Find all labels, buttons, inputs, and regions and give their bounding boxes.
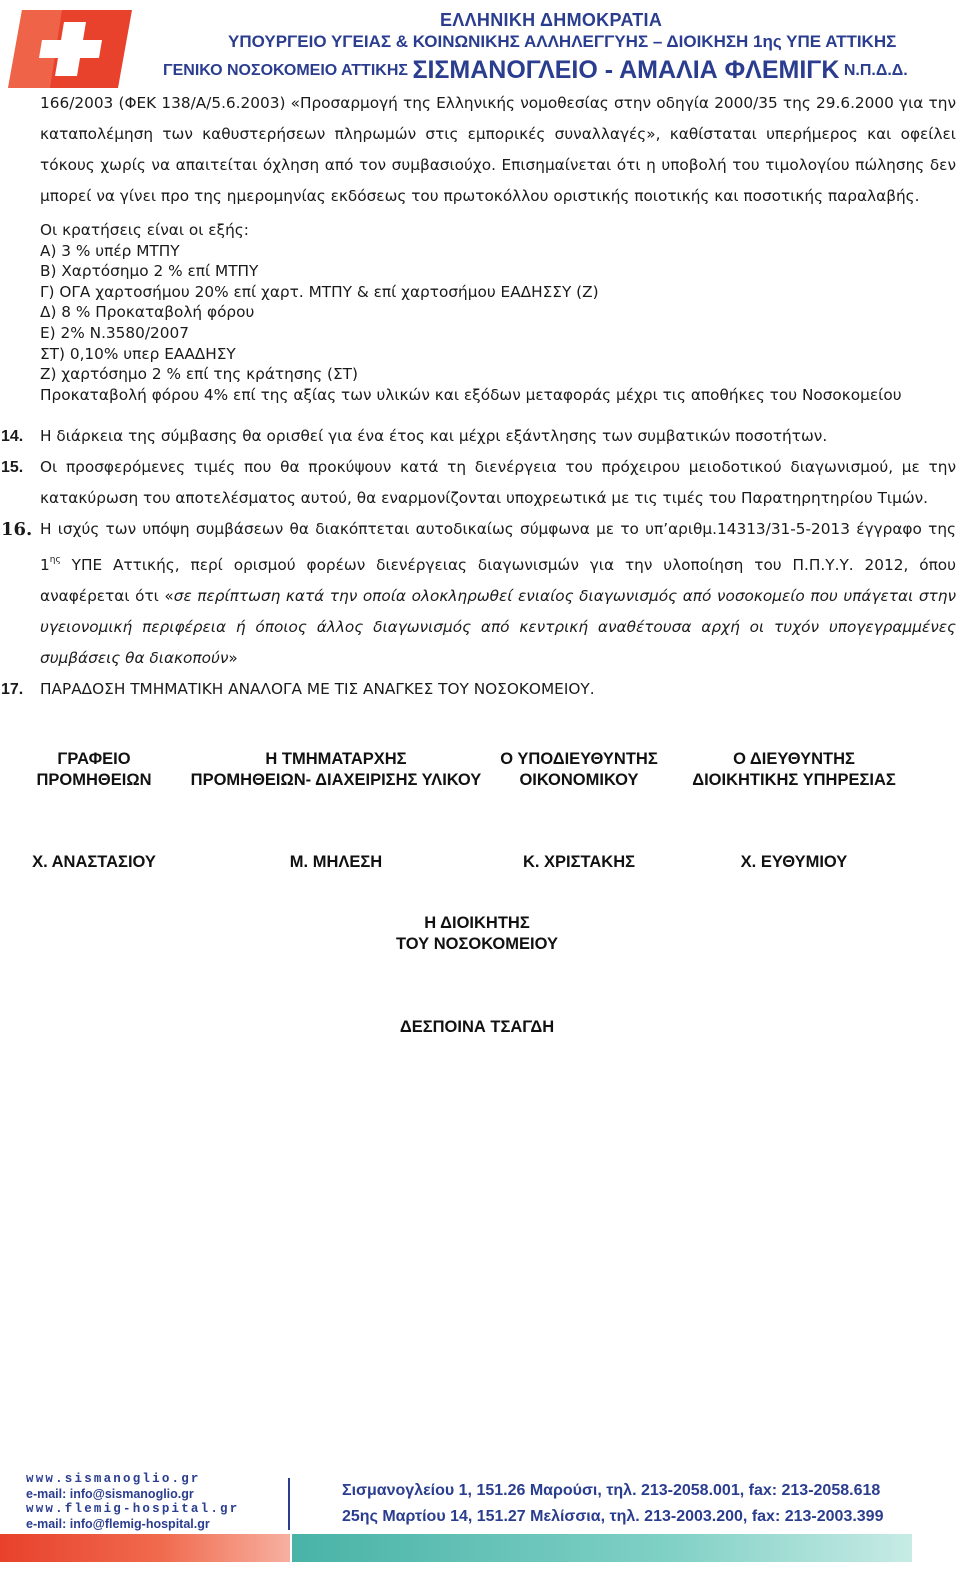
clause-17 [1,674,956,705]
footer-email: e-mail: info@sismanoglio.gr [26,1487,194,1501]
signature-title: Ο ΥΠΟΔΙΕΥΘΥΝΤΗΣ [500,750,658,768]
header-hospital [163,56,908,85]
signatory-name: Χ. ΑΝΑΣΤΑΣΙΟΥ [32,853,156,871]
intro-paragraph: 166/2003 (ΦΕΚ 138/Α/5.6.2003) «Προσαρμογή της Ελληνικής νομοθεσίας στην οδηγία 2000/35 της 29.6.2000 για την καταπολέμηση των καθυστερήσεων πληρωμών στις εμπορικές συναλλαγές», καθίσταται υπερήμερος και οφείλει τόκους χωρίς να απαιτείται όχληση από τον συμβασιούχο. Επισημαίνεται ότι η υποβολή του τιμολογίου πώλησης δεν μπορεί να γίνει προ της ημερομηνίας εκδόσεως του πρωτοκόλλου οριστικής ποιοτικής και ποσοτικής παραλαβής. [40,94,956,205]
clause-text: ΠΑΡΑΔΟΣΗ ΤΜΗΜΑΤΙΚΗ ΑΝΑΛΟΓΑ ΜΕ ΤΙΣ ΑΝΑΓΚΕΣ ΤΟΥ ΝΟΣΟΚΟΜΕΙΟΥ. [40,680,595,699]
deduction-item: Β) Χαρτόσημο 2 % επί ΜΤΠΥ [40,262,259,281]
signature-title: Η ΤΜΗΜΑΤΑΡΧΗΣ [265,750,407,768]
header-hospital-prefix: ΓΕΝΙΚΟ ΝΟΣΟΚΟΜΕΙΟ ΑΤΤΙΚΗΣ [163,62,413,79]
signature-title: Η ΔΙΟΙΚΗΤΗΣ [424,914,530,932]
header-hospital-name: ΣΙΣΜΑΝΟΓΛΕΙΟ - ΑΜΑΛΙΑ ΦΛΕΜΙΓΚ [412,56,840,84]
page-footer [0,1466,960,1569]
signature-title: ΠΡΟΜΗΘΕΙΩΝ- ΔΙΑΧΕΙΡΙΣΗΣ ΥΛΙΚΟΥ [190,771,482,789]
clause-superscript: ης [49,555,61,566]
deduction-item: Ε) 2% Ν.3580/2007 [40,323,189,342]
deduction-item: Γ) ΟΓΑ χαρτοσήμου 20% επί χαρτ. ΜΤΠΥ & επί χαρτοσήμου ΕΑΔΗΣΣΥ (Ζ) [40,282,599,301]
signature-block-procurement [37,749,152,791]
clause-text-cont: ΥΠΕ Αττικής, περί ορισμού φορέων διενέργειας διαγωνισμών για την υλοποίηση του Π.Π.Υ.Υ. 2012, όπου αναφέρεται ότι « [40,556,956,606]
signature-title: ΔΙΟΙΚΗΤΙΚΗΣ ΥΠΗΡΕΣΙΑΣ [692,771,896,789]
footer-green-bar [292,1534,912,1562]
header-hospital-suffix: Ν.Π.Δ.Δ. [839,62,908,79]
signature-title: ΤΟΥ ΝΟΣΟΚΟΜΕΙΟΥ [396,935,558,953]
signature-block-deputy [500,749,657,791]
footer-addresses [342,1478,883,1530]
header-country: ΕΛΛΗΝΙΚΗ ΔΗΜΟΚΡΑΤΙΑ [440,10,663,30]
signature-block-director [692,749,896,791]
letterhead [0,0,960,92]
footer-divider [288,1478,290,1530]
clause-text: Η διάρκεια της σύμβασης θα ορισθεί για ένα έτος και μέχρι εξάντλησης των συμβατικών ποσοτήτων. [40,427,828,446]
clause-14 [1,421,956,452]
signature-block-governor [396,913,558,955]
signatory-name: Μ. ΜΗΛΕΣΗ [289,853,383,871]
signatory-name: Χ. ΕΥΘΥΜΙΟΥ [740,853,848,871]
deduction-item: Ζ) χαρτόσημο 2 % επί της κράτησης (ΣΤ) [40,365,358,384]
deduction-item: Δ) 8 % Προκαταβολή φόρου [40,303,255,322]
hospital-cross-logo-icon [6,8,136,90]
deduction-item: Α) 3 % υπέρ ΜΤΠΥ [40,241,180,260]
clause-number: 17. [1,681,24,699]
clause-quote: σε περίπτωση κατά την οποία ολοκληρωθεί ενιαίος διαγωνισμός από νοσοκομείο που υπάγεται στην υγειονομική περιφέρεια ή όποιος άλλος διαγωνισμός από κεντρική αναθέτουσα αρχή οι τυχόν υπογεγραμμένες συμβάσεις θα διακοπούν [40,587,956,668]
signature-title: ΠΡΟΜΗΘΕΙΩΝ [36,771,152,789]
document-body [0,88,960,705]
header-ministry: ΥΠΟΥΡΓΕΙΟ ΥΓΕΙΑΣ & ΚΟΙΝΩΝΙΚΗΣ ΑΛΛΗΛΕΓΓΥΗΣ – ΔΙΟΙΚΗΣΗ 1ης ΥΠΕ ΑΤΤΙΚΗΣ [228,32,897,51]
footer-address: 25ης Μαρτίου 14, 151.27 Μελίσσια, τηλ. 213-2003.200, fax: 213-2003.399 [342,1508,884,1525]
clause-number: 16. [1,519,33,541]
signature-title: Ο ΔΙΕΥΘΥΝΤΗΣ [733,750,855,768]
deduction-item: Προκαταβολή φόρου 4% επί της αξίας των υλικών και εξόδων μεταφοράς μέχρι τις αποθήκες του Νοσοκομείου [40,385,902,404]
signatory-name: Κ. ΧΡΙΣΤΑΚΗΣ [522,853,636,871]
clause-text: Οι προσφερόμενες τιμές που θα προκύψουν κατά τη διενέργεια του πρόχειρου μειοδοτικού διαγωνισμού, με την κατακύρωση του αποτελέσματος αυτού, θα εναρμονίζονται υποχρεωτικά με τις τιμές του Παρατηρητηρίου Τιμών. [40,458,956,508]
footer-website: www.sismanoglio.gr [26,1472,201,1486]
footer-website: www.flemig-hospital.gr [26,1502,240,1516]
signature-title: ΓΡΑΦΕΙΟ [57,750,131,768]
footer-email: e-mail: info@flemig-hospital.gr [26,1517,210,1531]
deductions-intro: Οι κρατήσεις είναι οι εξής: [40,221,249,239]
deductions-list [40,220,956,405]
clause-text: Η ισχύς των υπόψη συμβάσεων θα διακόπτεται αυτοδικαίως σύμφωνα με το υπ’αριθμ.14313/31-5-2013 έγγραφο της 1 [40,520,956,575]
footer-address: Σισμανογλείου 1, 151.26 Μαρούσι, τηλ. 213-2058.001, fax: 213-2058.618 [342,1482,881,1499]
footer-red-bar [0,1534,290,1562]
signature-block-head [191,749,482,791]
clause-16 [1,514,956,674]
deduction-item: ΣΤ) 0,10% υπερ ΕΑΑΔΗΣΥ [40,344,236,363]
clause-number: 15. [1,459,24,477]
clause-quote-end: » [228,649,238,668]
signatory-name: ΔΕΣΠΟΙΝΑ ΤΣΑΓΔΗ [399,1018,555,1036]
footer-contacts [26,1472,239,1532]
clause-15 [1,452,956,514]
signature-title: ΟΙΚΟΝΟΜΙΚΟΥ [519,771,639,789]
clause-number: 14. [1,428,24,446]
